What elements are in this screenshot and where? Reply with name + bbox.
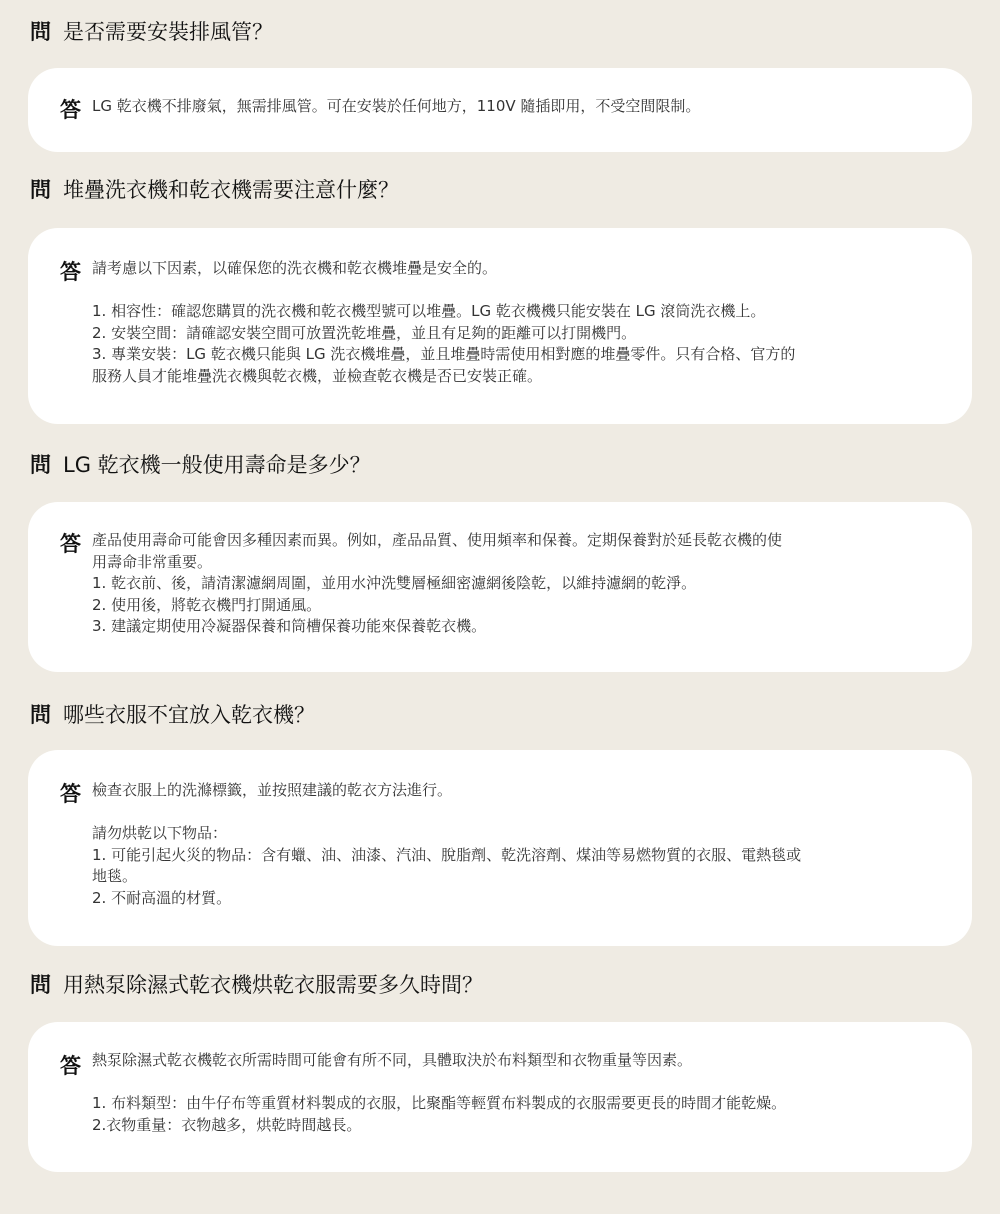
answer-line: 請考慮以下因素，以確保您的洗衣機和乾衣機堆疊是安全的。	[92, 259, 498, 277]
answer-line: 用壽命非常重要。	[92, 552, 213, 571]
question-text: LG 乾衣機一般使用壽命是多少？	[63, 453, 371, 477]
answer-line: 檢查衣服上的洗滌標籤，並按照建議的乾衣方法進行。	[92, 781, 453, 799]
question-mark-label: 問	[30, 973, 51, 997]
answer-mark-label: 答	[60, 98, 81, 122]
answer-text	[92, 780, 948, 909]
answer-line: 熱泵除濕式乾衣機乾衣所需時間可能會有所不同，具體取決於布料類型和衣物重量等因素。	[92, 1051, 693, 1069]
faq-question	[30, 697, 315, 731]
question-text: 哪些衣服不宜放入乾衣機？	[63, 703, 315, 727]
answer-line: 3. 專業安裝：LG 乾衣機只能與 LG 洗衣機堆疊，並且堆疊時需使用相對應的堆疊零件。只有合格、官方的	[92, 345, 796, 363]
answer-mark-label: 答	[60, 782, 81, 806]
answer-text	[92, 1050, 948, 1136]
answer-card	[28, 502, 972, 672]
answer-mark-label: 答	[60, 532, 81, 556]
answer-mark-label: 答	[60, 1054, 81, 1078]
answer-line: LG 乾衣機不排廢氣，無需排風管。可在安裝於任何地方，110V 隨插即用，不受空間限制。	[92, 97, 701, 115]
answer-line: 1. 可能引起火災的物品：含有蠟、油、油漆、汽油、脫脂劑、乾洗溶劑、煤油等易燃物質的衣服、電熱毯或	[92, 845, 802, 864]
answer-card	[28, 228, 972, 424]
faq-question	[30, 14, 273, 48]
question-mark-label: 問	[30, 703, 51, 727]
answer-line: 1. 乾衣前、後，請清潔濾網周圍，並用水沖洗雙層極細密濾網後陰乾，以維持濾網的乾淨。	[92, 574, 697, 592]
answer-line: 地毯。	[92, 867, 138, 885]
answer-text	[92, 258, 948, 387]
question-text: 是否需要安裝排風管？	[63, 20, 273, 44]
answer-spacer	[92, 802, 948, 824]
answer-line: 1. 布料類型：由牛仔布等重質材料製成的衣服，比聚酯等輕質布料製成的衣服需要更長的時間才能乾燥。	[92, 1094, 787, 1112]
question-text: 堆疊洗衣機和乾衣機需要注意什麼？	[63, 178, 399, 202]
answer-spacer	[92, 280, 948, 302]
answer-line: 2. 不耐高溫的材質。	[92, 888, 232, 907]
answer-spacer	[92, 1072, 948, 1094]
answer-line: 2.衣物重量：衣物越多，烘乾時間越長。	[92, 1115, 362, 1134]
answer-text	[92, 96, 948, 118]
faq-question	[30, 447, 371, 481]
question-mark-label: 問	[30, 178, 51, 202]
question-mark-label: 問	[30, 453, 51, 477]
answer-line: 產品使用壽命可能會因多種因素而異。例如，產品品質、使用頻率和保養。定期保養對於延長乾衣機的使	[92, 531, 783, 549]
answer-mark-label: 答	[60, 260, 81, 284]
question-text: 用熱泵除濕式乾衣機烘乾衣服需要多久時間？	[63, 973, 483, 997]
answer-line: 3. 建議定期使用冷凝器保養和筒槽保養功能來保養乾衣機。	[92, 617, 487, 635]
faq-question	[30, 172, 399, 206]
answer-line: 1. 相容性：確認您購買的洗衣機和乾衣機型號可以堆疊。LG 乾衣機機只能安裝在 LG 滾筒洗衣機上。	[92, 302, 766, 320]
answer-line: 服務人員才能堆疊洗衣機與乾衣機，並檢查乾衣機是否已安裝正確。	[92, 366, 543, 385]
faq-question	[30, 967, 483, 1001]
answer-card	[28, 750, 972, 946]
question-mark-label: 問	[30, 20, 51, 44]
answer-line: 2. 使用後，將乾衣機門打開通風。	[92, 595, 322, 614]
answer-line: 請勿烘乾以下物品：	[92, 824, 228, 842]
answer-line: 2. 安裝空間：請確認安裝空間可放置洗乾堆疊，並且有足夠的距離可以打開機門。	[92, 323, 637, 342]
answer-text	[92, 530, 948, 638]
answer-card	[28, 1022, 972, 1172]
answer-card	[28, 68, 972, 152]
